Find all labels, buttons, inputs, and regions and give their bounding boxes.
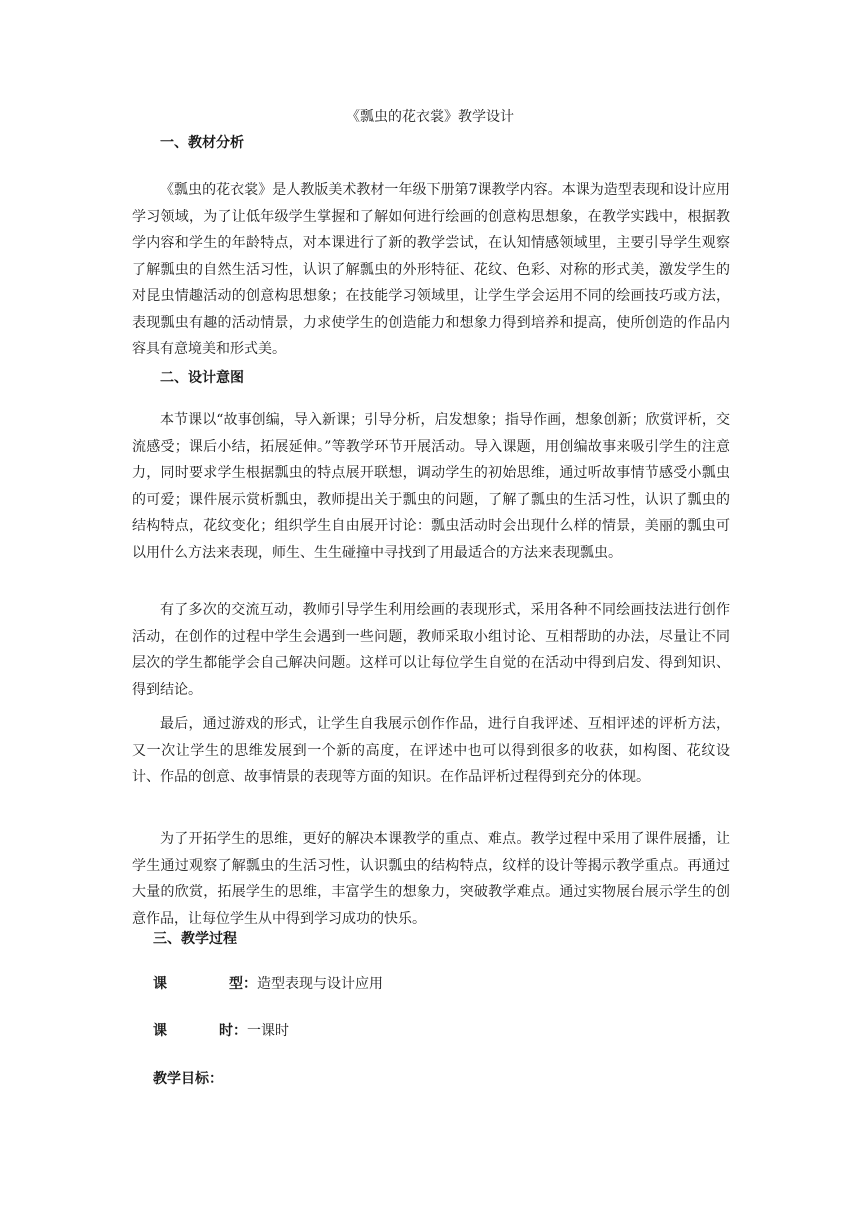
- section-heading-design-intent: 二、设计意图: [160, 370, 244, 386]
- teaching-objectives-row: [153, 1069, 223, 1089]
- lesson-type-row: [153, 974, 383, 994]
- lesson-type-label-part1: 课: [153, 976, 167, 992]
- paragraph-design-intent-2: 有了多次的交流互动，教师引导学生利用绘画的表现形式，采用各种不同绘画技法进行创作活动，在创作的过程中学生会遇到一些问题，教师采取小组讨论、互相帮助的办法，尽量让不同层次的学生都能学会自己解决问题。这样可以让每位学生自觉的在活动中得到启发、得到知识、得到结论。: [132, 602, 730, 698]
- lesson-time-label-part1: 课: [153, 1023, 167, 1039]
- lesson-type-label-part2: 型：: [229, 976, 257, 992]
- document-title: 《瓢虫的花衣裳》教学设计: [346, 109, 514, 125]
- section-heading-textbook-analysis: 一、教材分析: [160, 135, 244, 151]
- paragraph-design-intent-3: 最后，通过游戏的形式，让学生自我展示创作作品，进行自我评述、互相评述的评析方法，又一次让学生的思维发展到一个新的高度，在评述中也可以得到很多的收获，如构图、花纹设计、作品的创意、故事情景的表现等方面的知识。在作品评析过程得到充分的体现。: [132, 716, 730, 785]
- section-heading-teaching-process: 三、教学过程: [153, 931, 237, 947]
- lesson-type-value: 造型表现与设计应用: [257, 976, 383, 992]
- teaching-objectives-label: 教学目标：: [153, 1071, 223, 1087]
- paragraph-design-intent-1: 本节课以“故事创编，导入新课；引导分析，启发想象；指导作画，想象创新；欣赏评析，交流感受；课后小结，拓展延伸。”等教学环节开展活动。导入课题，用创编故事来吸引学生的注意力，同时要求学生根据瓢虫的特点展开联想，调动学生的初始思维，通过听故事情节感受小瓢虫的可爱；课件展示赏析瓢虫，教师提出关于瓢虫的问题，了解了瓢虫的生活习性，认识了瓢虫的结构特点，花纹变化；组织学生自由展开讨论：瓢虫活动时会出现什么样的情景，美丽的瓢虫可以用什么方法来表现，师生、生生碰撞中寻找到了用最适合的方法来表现瓢虫。: [132, 412, 730, 561]
- paragraph-textbook-analysis: 《瓢虫的花衣裳》是人教版美术教材一年级下册第7课教学内容。本课为造型表现和设计应用学习领域，为了让低年级学生掌握和了解如何进行绘画的创意构思想象，在教学实践中，根据教学内容和学生的年龄特点，对本课进行了新的教学尝试，在认知情感领域里，主要引导学生观察了解瓢虫的自然生活习性，认识了解瓢虫的外形特征、花纹、色彩、对称的形式美，激发学生的对昆虫情趣活动的创意构思想象；在技能学习领域里，让学生学会运用不同的绘画技巧或方法，表现瓢虫有趣的活动情景，力求使学生的创造能力和想象力得到培养和提高，使所创造的作品内容具有意境美和形式美。: [132, 182, 730, 357]
- paragraph-design-intent-4: 为了开拓学生的思维，更好的解决本课教学的重点、难点。教学过程中采用了课件展播，让学生通过观察了解瓢虫的生活习性，认识瓢虫的结构特点，纹样的设计等揭示教学重点。再通过大量的欣赏，拓展学生的思维，丰富学生的想象力，突破教学难点。通过实物展台展示学生的创意作品，让每位学生从中得到学习成功的快乐。: [132, 831, 730, 927]
- lesson-time-value: 一课时: [247, 1023, 289, 1039]
- lesson-time-row: [153, 1021, 289, 1041]
- lesson-time-label-part2: 时：: [219, 1023, 247, 1039]
